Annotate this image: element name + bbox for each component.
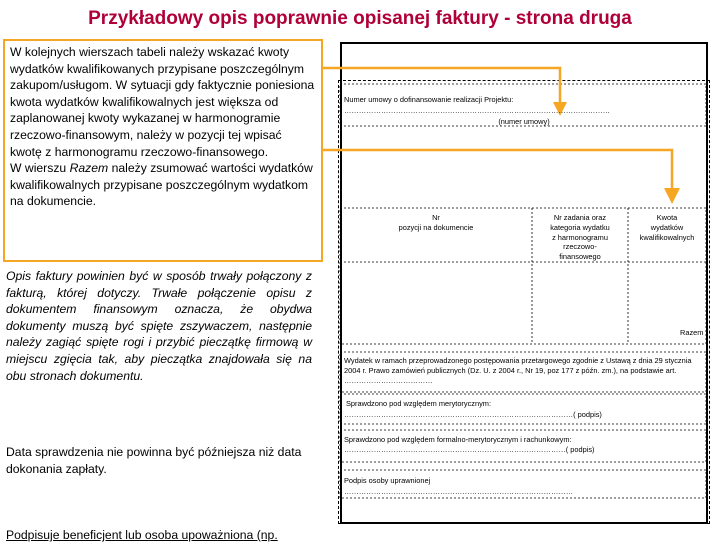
procurement-statement: Wydatek w ramach przeprowadzonego postępowania przetargowego zgodnie z Ustawą z dnia 29 stycznia 2004 r. Prawo zamówień publicznych (Dz. U. z 2004 r., Nr 19, poz 177 z późn. zm.), na podstawie art. ……………………………… bbox=[344, 356, 692, 385]
callout-text-before: W wierszu bbox=[10, 161, 70, 176]
contract-label: Numer umowy o dofinansowanie realizacji Projektu: bbox=[344, 95, 514, 104]
authorized-signature-line: ………………………………………………………………………………… bbox=[344, 487, 574, 496]
callout-text-italic: Razem bbox=[69, 161, 109, 176]
callout-text-after: należy zsumować wartości wydatków kwalifikowalnych przypisane poszczególnym wydatkom na dokumencie. bbox=[10, 161, 313, 209]
callout-text: W kolejnych wierszach tabeli należy wskazać kwoty wydatków kwalifikowanych przypisane poszczególnym zakupom/usługom. W sytuacji gdy faktycznie poniesiona kwota wydatków kwalifikowalnych jest większa od zaplanowanej kwoty wykazanej w harmonogramie rzeczowo-finansowym, należy w pozycji tej wpisać kwotę z harmonogramu rzeczowo-finansowego. bbox=[10, 45, 315, 159]
signature-note: Podpisuje beneficjent lub osoba upoważniona (np. bbox=[6, 528, 278, 542]
formal-signature-line: ………………………………………………………………………………( podpis) bbox=[344, 445, 595, 454]
arrow-to-amount bbox=[323, 150, 672, 193]
col-position-header: Nr pozycji na dokumencie bbox=[398, 213, 474, 232]
formal-check-label: Sprawdzono pod względem formalno-merytorycznym i rachunkowym: bbox=[344, 435, 572, 444]
merit-signature-line: …………………………………………………………………………………( podpis) bbox=[344, 410, 602, 419]
authorized-label: Podpis osoby uprawnionej bbox=[344, 476, 431, 485]
contract-hint: (numer umowy) bbox=[498, 117, 550, 126]
merit-check-label: Sprawdzono pod względem merytorycznym: bbox=[346, 399, 491, 408]
contract-dots: ……………………………………………………………………………………………… bbox=[344, 106, 611, 115]
date-note: Data sprawdzenia nie powinna być późniejsza niż data dokonania zapłaty. bbox=[6, 445, 302, 476]
col-task-header: Nr zadania oraz kategoria wydatku z harmonogramu rzeczowo- finansowego bbox=[550, 213, 610, 262]
arrow-to-amount-head bbox=[664, 188, 680, 204]
page-title: Przykładowy opis poprawnie opisanej faktury - strona druga bbox=[88, 8, 632, 29]
total-label: Razem bbox=[680, 328, 704, 337]
col-amount-header: Kwota wydatków kwalifikowalnych bbox=[639, 213, 695, 242]
durability-note: Opis faktury powinien być w sposób trwały połączony z fakturą, której dotyczy. Trwałe połączenie opisu z dokumentem finansowym oznacza, że obydwa dokumenty muszą być spięte zszywaczem, następnie należy zagiąć spięte rogi i przybić pieczątkę firmową w miejscu zgięcia tak, aby pieczątka znajdowała się na obu stronach dokumentu. bbox=[6, 269, 312, 383]
